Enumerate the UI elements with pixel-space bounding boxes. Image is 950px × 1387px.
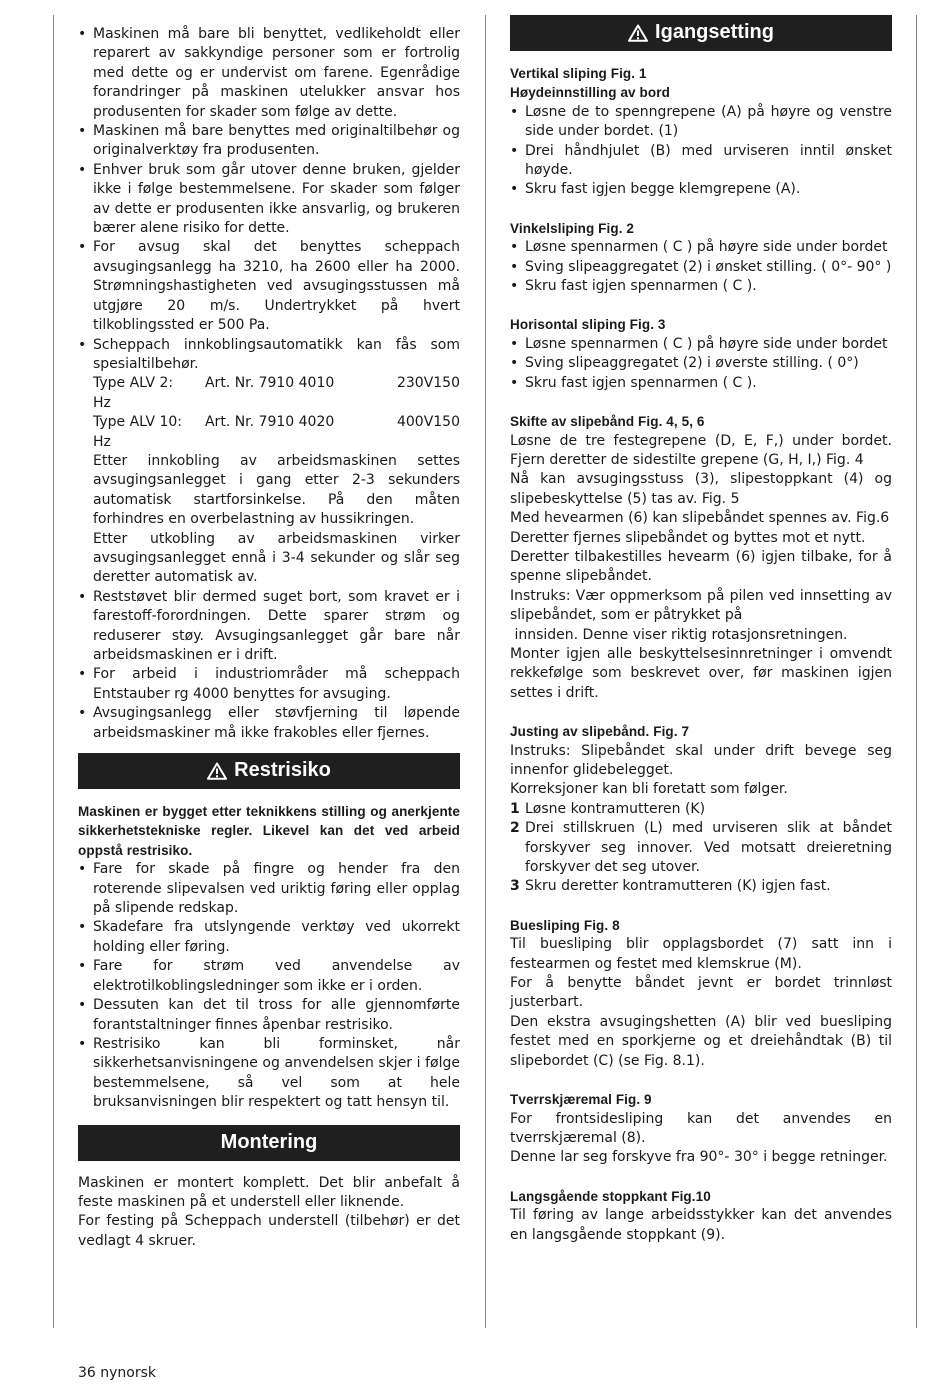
paragraph: Instruks: Slipebåndet skal under drift bevege seg innenfor glidebelegget. <box>510 742 892 778</box>
paragraph: Korreksjoner kan bli foretatt som følger. <box>510 781 788 798</box>
restrisiko-title: Restrisiko <box>234 759 331 782</box>
paragraph: Denne lar seg forskyve fra 90°- 30° i begge retninger. <box>510 1149 888 1166</box>
section-heading: Horisontal sliping Fig. 3 <box>510 317 666 333</box>
paragraph: Den ekstra avsugingshetten (A) blir ved buesliping festet med en sporkjerne og et dreiehåndtak (B) til slipebordet (C) (se Fig. 8.1). <box>510 1013 892 1069</box>
section-horisontal <box>510 315 892 393</box>
igangsetting-title: Igangsetting <box>655 21 774 44</box>
safety-bullets-top <box>78 25 460 743</box>
list-item: • Skadefare fra utslyngende verktøy ved ukorrekt holding eller føring. <box>78 918 460 957</box>
warning-triangle-icon <box>207 762 227 780</box>
section-heading: Tverrskjæremal Fig. 9 <box>510 1092 652 1108</box>
section-tverr <box>510 1090 892 1168</box>
montering-title: Montering <box>220 1130 318 1153</box>
section-heading: Langsgående stoppkant Fig.10 <box>510 1188 711 1204</box>
paragraph: For frontsidesliping kan det anvendes en tverrskjæremal (8). <box>510 1110 892 1146</box>
list-item: • Fare for skade på fingre og hender fra den roterende slipevalsen ved uriktig føring eller opplag på slipende redskap. <box>78 860 460 918</box>
section-heading: Vertikal sliping Fig. 1 <box>510 66 647 81</box>
alv-voltage: 400V150 <box>396 414 460 431</box>
paragraph: Nå kan avsugingsstuss (3), slipestoppkant (4) og slipebeskyttelse (5) tas av. Fig. 5 <box>510 471 892 507</box>
left-margin-rule <box>53 15 54 1328</box>
igangsetting-banner <box>510 15 892 51</box>
paragraph: For å benytte båndet jevnt er bordet trinnløst justerbart. <box>510 975 892 1011</box>
list-item: • For arbeid i industriområder må scheppach Entstauber rg 4000 benyttes for avsuging. <box>78 665 460 704</box>
section-vinkel <box>510 219 892 297</box>
section-heading: Skifte av slipebånd Fig. 4, 5, 6 <box>510 414 705 430</box>
vinkel-bullets <box>510 238 892 296</box>
list-item: • Skru fast igjen spennarmen ( C ). <box>510 374 892 393</box>
section-langs <box>510 1187 892 1245</box>
alv-art-number: Art. Nr. 7910 4020 <box>204 414 335 431</box>
alv-voltage: 230V150 <box>396 375 460 392</box>
section-heading: Vinkelsliping Fig. 2 <box>510 220 635 236</box>
paragraph: Med hevearmen (6) kan slipebåndet spennes av. Fig.6 <box>510 510 890 527</box>
alv-paragraph-1: Etter innkobling av arbeidsmaskinen settes avsugingsanlegget i gang etter 2-3 sekunders automatisk startforsinkelse. På den måten forhindres en overbelastning av hussikringen. <box>93 452 460 528</box>
alv-type-label: Type ALV 10: <box>93 414 183 431</box>
step-number: 2 <box>510 820 520 837</box>
list-item: • Sving slipeaggregatet (2) i øverste stilling. ( 0°) <box>510 354 892 373</box>
restrisiko-intro: Maskinen er bygget etter teknikkens stilling og anerkjente sikkerhetstekniske regler. Likevel kan det ved arbeid oppstå restrisiko. <box>78 804 460 858</box>
alv-type-label: Type ALV 2: <box>93 375 174 392</box>
step-text: Skru deretter kontramutteren (K) igjen fast. <box>525 878 831 895</box>
paragraph: Løsne de tre festegrepene (D, E, F,) under bordet. Fjern deretter de sidestilte grepene (G, H, I,) Fig. 4 <box>510 432 892 468</box>
section-skifte <box>510 412 892 703</box>
page-footer: 36 nynorsk <box>78 1365 157 1381</box>
paragraph: Til buesliping blir opplagsbordet (7) satt inn i festearmen og festet med klemskrue (M). <box>510 936 892 972</box>
list-item: • Løsne spennarmen ( C ) på høyre side under bordet <box>510 335 892 354</box>
section-heading: Buesliping Fig. 8 <box>510 917 620 933</box>
section-justing <box>510 722 892 897</box>
list-item <box>510 800 892 819</box>
list-item: • Maskinen må bare bli benyttet, vedlikeholdt eller reparert av sakkyndige personer som er fortrolig med dette og er undervist om farene. Egenrådige forandringer på maskinen utelukker ansvar hos produsenten for skader som følge av dette. <box>78 25 460 122</box>
restrisiko-banner <box>78 753 460 789</box>
paragraph: Instruks: Vær oppmerksom på pilen ved innsetting av slipebåndet, som er påtrykket på <box>510 587 892 624</box>
right-margin-rule <box>916 15 917 1328</box>
section-subheading: Høydeinnstilling av bord <box>510 85 670 101</box>
section-heading: Justing av slipebånd. Fig. 7 <box>510 724 690 740</box>
list-item: • Reststøvet blir dermed suget bort, som kravet er i farestoff-forordningen. Dette sparer strøm og reduserer støy. Avsugingsanlegget går bare når arbeidsmaskinen er i drift. <box>78 588 460 666</box>
list-item: • Drei håndhjulet (B) med urviseren inntil ønsket høyde. <box>510 142 892 181</box>
list-item: • Avsugingsanlegg eller støvfjerning til løpende arbeidsmaskiner må ikke frakobles eller fjernes. <box>78 704 460 743</box>
alv-paragraph-2: Etter utkobling av arbeidsmaskinen virker avsugingsanlegget ennå i 3-4 sekunder og slår seg deretter automatisk av. <box>93 530 460 586</box>
alv-type-2 <box>93 374 460 413</box>
alv-intro: • Scheppach innkoblingsautomatikk kan fås som spesialtilbehør. <box>93 336 460 372</box>
list-item <box>510 819 892 877</box>
list-item-alv <box>78 336 460 588</box>
list-item: • Skru fast igjen begge klemgrepene (A). <box>510 180 892 199</box>
step-number: 1 <box>510 800 520 817</box>
list-item: • Skru fast igjen spennarmen ( C ). <box>510 277 892 296</box>
alv-art-number: Art. Nr. 7910 4010 <box>204 375 335 392</box>
center-rule-left <box>485 15 486 1328</box>
list-item: • Fare for strøm ved anvendelse av elektrotilkoblingsledninger som ikke er i orden. <box>78 957 460 996</box>
section-bue <box>510 916 892 1071</box>
step-text: Drei stillskruen (L) med urviseren slik at båndet forskyver seg innover. Ved motsatt dreieretning forskyver det seg utover. <box>525 820 892 876</box>
list-item: • Sving slipeaggregatet (2) i ønsket stilling. ( 0°- 90° ) <box>510 258 892 277</box>
list-item: • Løsne de to spenngrepene (A) på høyre og venstre side under bordet. (1) <box>510 103 892 142</box>
alv-hz: Hz <box>93 433 111 450</box>
paragraph: innsiden. Denne viser riktig rotasjonsretningen. <box>510 626 848 643</box>
list-item: • Løsne spennarmen ( C ) på høyre side under bordet <box>510 238 892 257</box>
warning-triangle-icon <box>628 24 648 42</box>
horisontal-bullets <box>510 335 892 393</box>
paragraph: Til føring av lange arbeidsstykker kan det anvendes en langsgående stoppkant (9). <box>510 1207 892 1243</box>
alv-hz: Hz <box>93 394 111 411</box>
montering-banner <box>78 1125 460 1161</box>
justing-steps <box>510 800 892 897</box>
list-item: • Enhver bruk som går utover denne bruken, gjelder ikke i følge bestemmelsene. For skader som følger av dette er produsenten ikke ansvarlig, og brukeren bærer alene risiko for dette. <box>78 161 460 239</box>
left-column <box>78 25 460 1251</box>
list-item: • Dessuten kan det til tross for alle gjennomførte forantstaltninger finnes åpenbar restrisiko. <box>78 996 460 1035</box>
paragraph: Deretter fjernes slipebåndet og byttes mot et nytt. <box>510 529 866 546</box>
paragraph: Deretter tilbakestilles hevearm (6) igjen tilbake, for å spenne slipebåndet. <box>510 548 892 585</box>
paragraph: Monter igjen alle beskyttelsesinnretninger i omvendt rekkefølge som beskrevet over, før maskinen igjen settes i drift. <box>510 645 892 701</box>
montering-paragraph-1: Maskinen er montert komplett. Det blir anbefalt å feste maskinen på et understell eller liknende. <box>78 1174 460 1210</box>
list-item <box>510 877 892 896</box>
list-item: • For avsug skal det benyttes scheppach avsugingsanlegg ha 3210, ha 2600 eller ha 2000. Strømningshastigheten ved avsugingsstussen må utgjøre 20 m/s. Undertrykket på hvert tilkoblingssted er 500 Pa. <box>78 238 460 335</box>
list-item: • Restrisiko kan bli forminsket, når sikkerhetsanvisningene og anvendelsen skjer i følge bestemmelsene, så vel som at hele bruksanvisningen blir respektert og tatt hensyn til. <box>78 1035 460 1113</box>
montering-paragraph-2: For festing på Scheppach understell (tilbehør) er det vedlagt 4 skruer. <box>78 1213 460 1249</box>
section-vertikal <box>510 64 892 200</box>
alv-type-10 <box>93 413 460 452</box>
step-text: Løsne kontramutteren (K) <box>525 800 706 817</box>
step-number: 3 <box>510 878 520 895</box>
list-item: • Maskinen må bare benyttes med originaltilbehør og originalverktøy fra produsenten. <box>78 122 460 161</box>
right-column <box>510 15 892 1245</box>
restrisiko-bullets <box>78 860 460 1112</box>
vertikal-bullets <box>510 103 892 200</box>
